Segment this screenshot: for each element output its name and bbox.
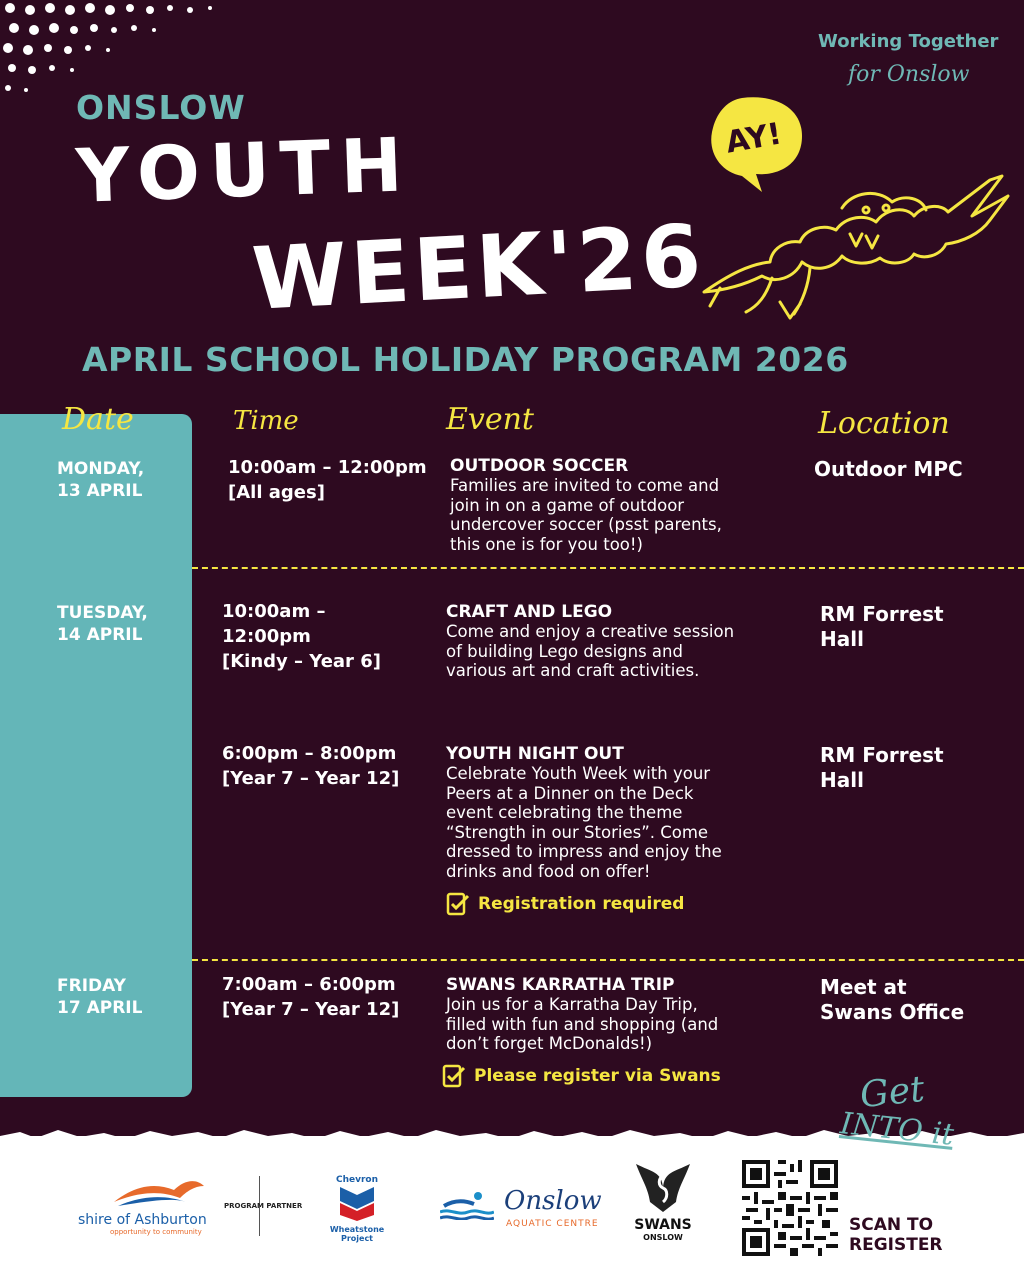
event-1-time: 10:00am – 12:00pm [All ages] bbox=[228, 457, 427, 503]
shire-of-ashburton-logo: shire of Ashburton opportunity to community bbox=[78, 1176, 208, 1236]
event-2-time: 10:00am – 12:00pm [Kindy – Year 6] bbox=[222, 601, 381, 672]
chevron-logo: Chevron Wheatstone Project bbox=[329, 1175, 385, 1243]
scan-to-register: SCAN TO REGISTER bbox=[849, 1215, 943, 1255]
event-2-date: TUESDAY, 14 APRIL bbox=[57, 603, 148, 645]
event-4-details bbox=[446, 975, 796, 1054]
registration-required-note: Registration required bbox=[446, 892, 684, 916]
program-subtitle: APRIL SCHOOL HOLIDAY PROGRAM 2026 bbox=[82, 340, 849, 379]
event-2-details bbox=[446, 602, 796, 681]
event-2-location: RM Forrest Hall bbox=[820, 602, 944, 651]
event-4-title: SWANS KARRATHA TRIP bbox=[446, 975, 675, 995]
dot-pattern-decoration bbox=[0, 0, 300, 100]
checklist-icon bbox=[442, 1064, 466, 1088]
row-divider bbox=[192, 959, 1024, 961]
swan-crest-icon bbox=[632, 1162, 694, 1214]
event-1-location: Outdoor MPC bbox=[814, 457, 963, 481]
event-4-time: 7:00am – 6:00pm [Year 7 – Year 12] bbox=[222, 974, 400, 1020]
event-3-location: RM Forrest Hall bbox=[820, 743, 944, 792]
event-1-date: MONDAY, 13 APRIL bbox=[57, 459, 145, 501]
tagline-for-onslow: for Onslow bbox=[848, 62, 970, 87]
event-3-description: Celebrate Youth Week with your Peers at a Dinner on the Deck event celebrating the theme “Strength in our Stories”. Come dressed to impress and enjoy the drinks and food on offer! bbox=[446, 764, 722, 881]
column-header-event: Event bbox=[446, 402, 534, 437]
event-1-description: Families are invited to come and join in on a game of outdoor undercover soccer (psst parents, this one is for you too!) bbox=[450, 476, 722, 554]
event-2-title: CRAFT AND LEGO bbox=[446, 602, 613, 622]
event-2-description: Come and enjoy a creative session of building Lego designs and various art and craft activities. bbox=[446, 622, 735, 680]
event-1-title: OUTDOOR SOCCER bbox=[450, 456, 629, 476]
event-3-time: 6:00pm – 8:00pm [Year 7 – Year 12] bbox=[222, 743, 400, 789]
swimmer-icon bbox=[440, 1190, 494, 1220]
event-3-title: YOUTH NIGHT OUT bbox=[446, 744, 624, 764]
column-header-time: Time bbox=[233, 406, 299, 436]
event-4-description: Join us for a Karratha Day Trip, filled with fun and shopping (and don’t forget McDonalds!) bbox=[446, 995, 719, 1053]
row-divider bbox=[192, 567, 1024, 569]
tagline-working-together: Working Together bbox=[818, 31, 999, 52]
event-3-details bbox=[446, 744, 796, 881]
speech-bubble-text: AY! bbox=[723, 116, 785, 161]
chevron-icon bbox=[338, 1185, 376, 1221]
onslow-aquatic-centre-logo: Onslow AQUATIC CENTRE bbox=[440, 1186, 600, 1232]
event-4-date: FRIDAY 17 APRIL bbox=[57, 976, 143, 1018]
swans-onslow-logo: SWANS ONSLOW bbox=[630, 1162, 696, 1242]
event-1-details bbox=[450, 456, 790, 554]
ashburton-wave-icon bbox=[114, 1176, 204, 1208]
checklist-icon bbox=[446, 892, 470, 916]
title-week-26: WEEK'26 bbox=[249, 206, 708, 330]
program-partner-label: PROGRAM PARTNER bbox=[224, 1202, 303, 1210]
column-header-location: Location bbox=[818, 406, 950, 441]
qr-code[interactable] bbox=[742, 1160, 838, 1256]
cta-get: Get bbox=[858, 1068, 927, 1117]
cta-into-it: INTO it bbox=[838, 1106, 956, 1153]
crocodile-illustration bbox=[690, 92, 1020, 332]
title-youth: YOUTH bbox=[74, 122, 414, 220]
event-4-location: Meet at Swans Office bbox=[820, 975, 965, 1024]
brand-onslow: ONSLOW bbox=[76, 88, 246, 127]
column-header-date: Date bbox=[62, 402, 134, 437]
register-via-swans-note: Please register via Swans bbox=[442, 1064, 721, 1088]
